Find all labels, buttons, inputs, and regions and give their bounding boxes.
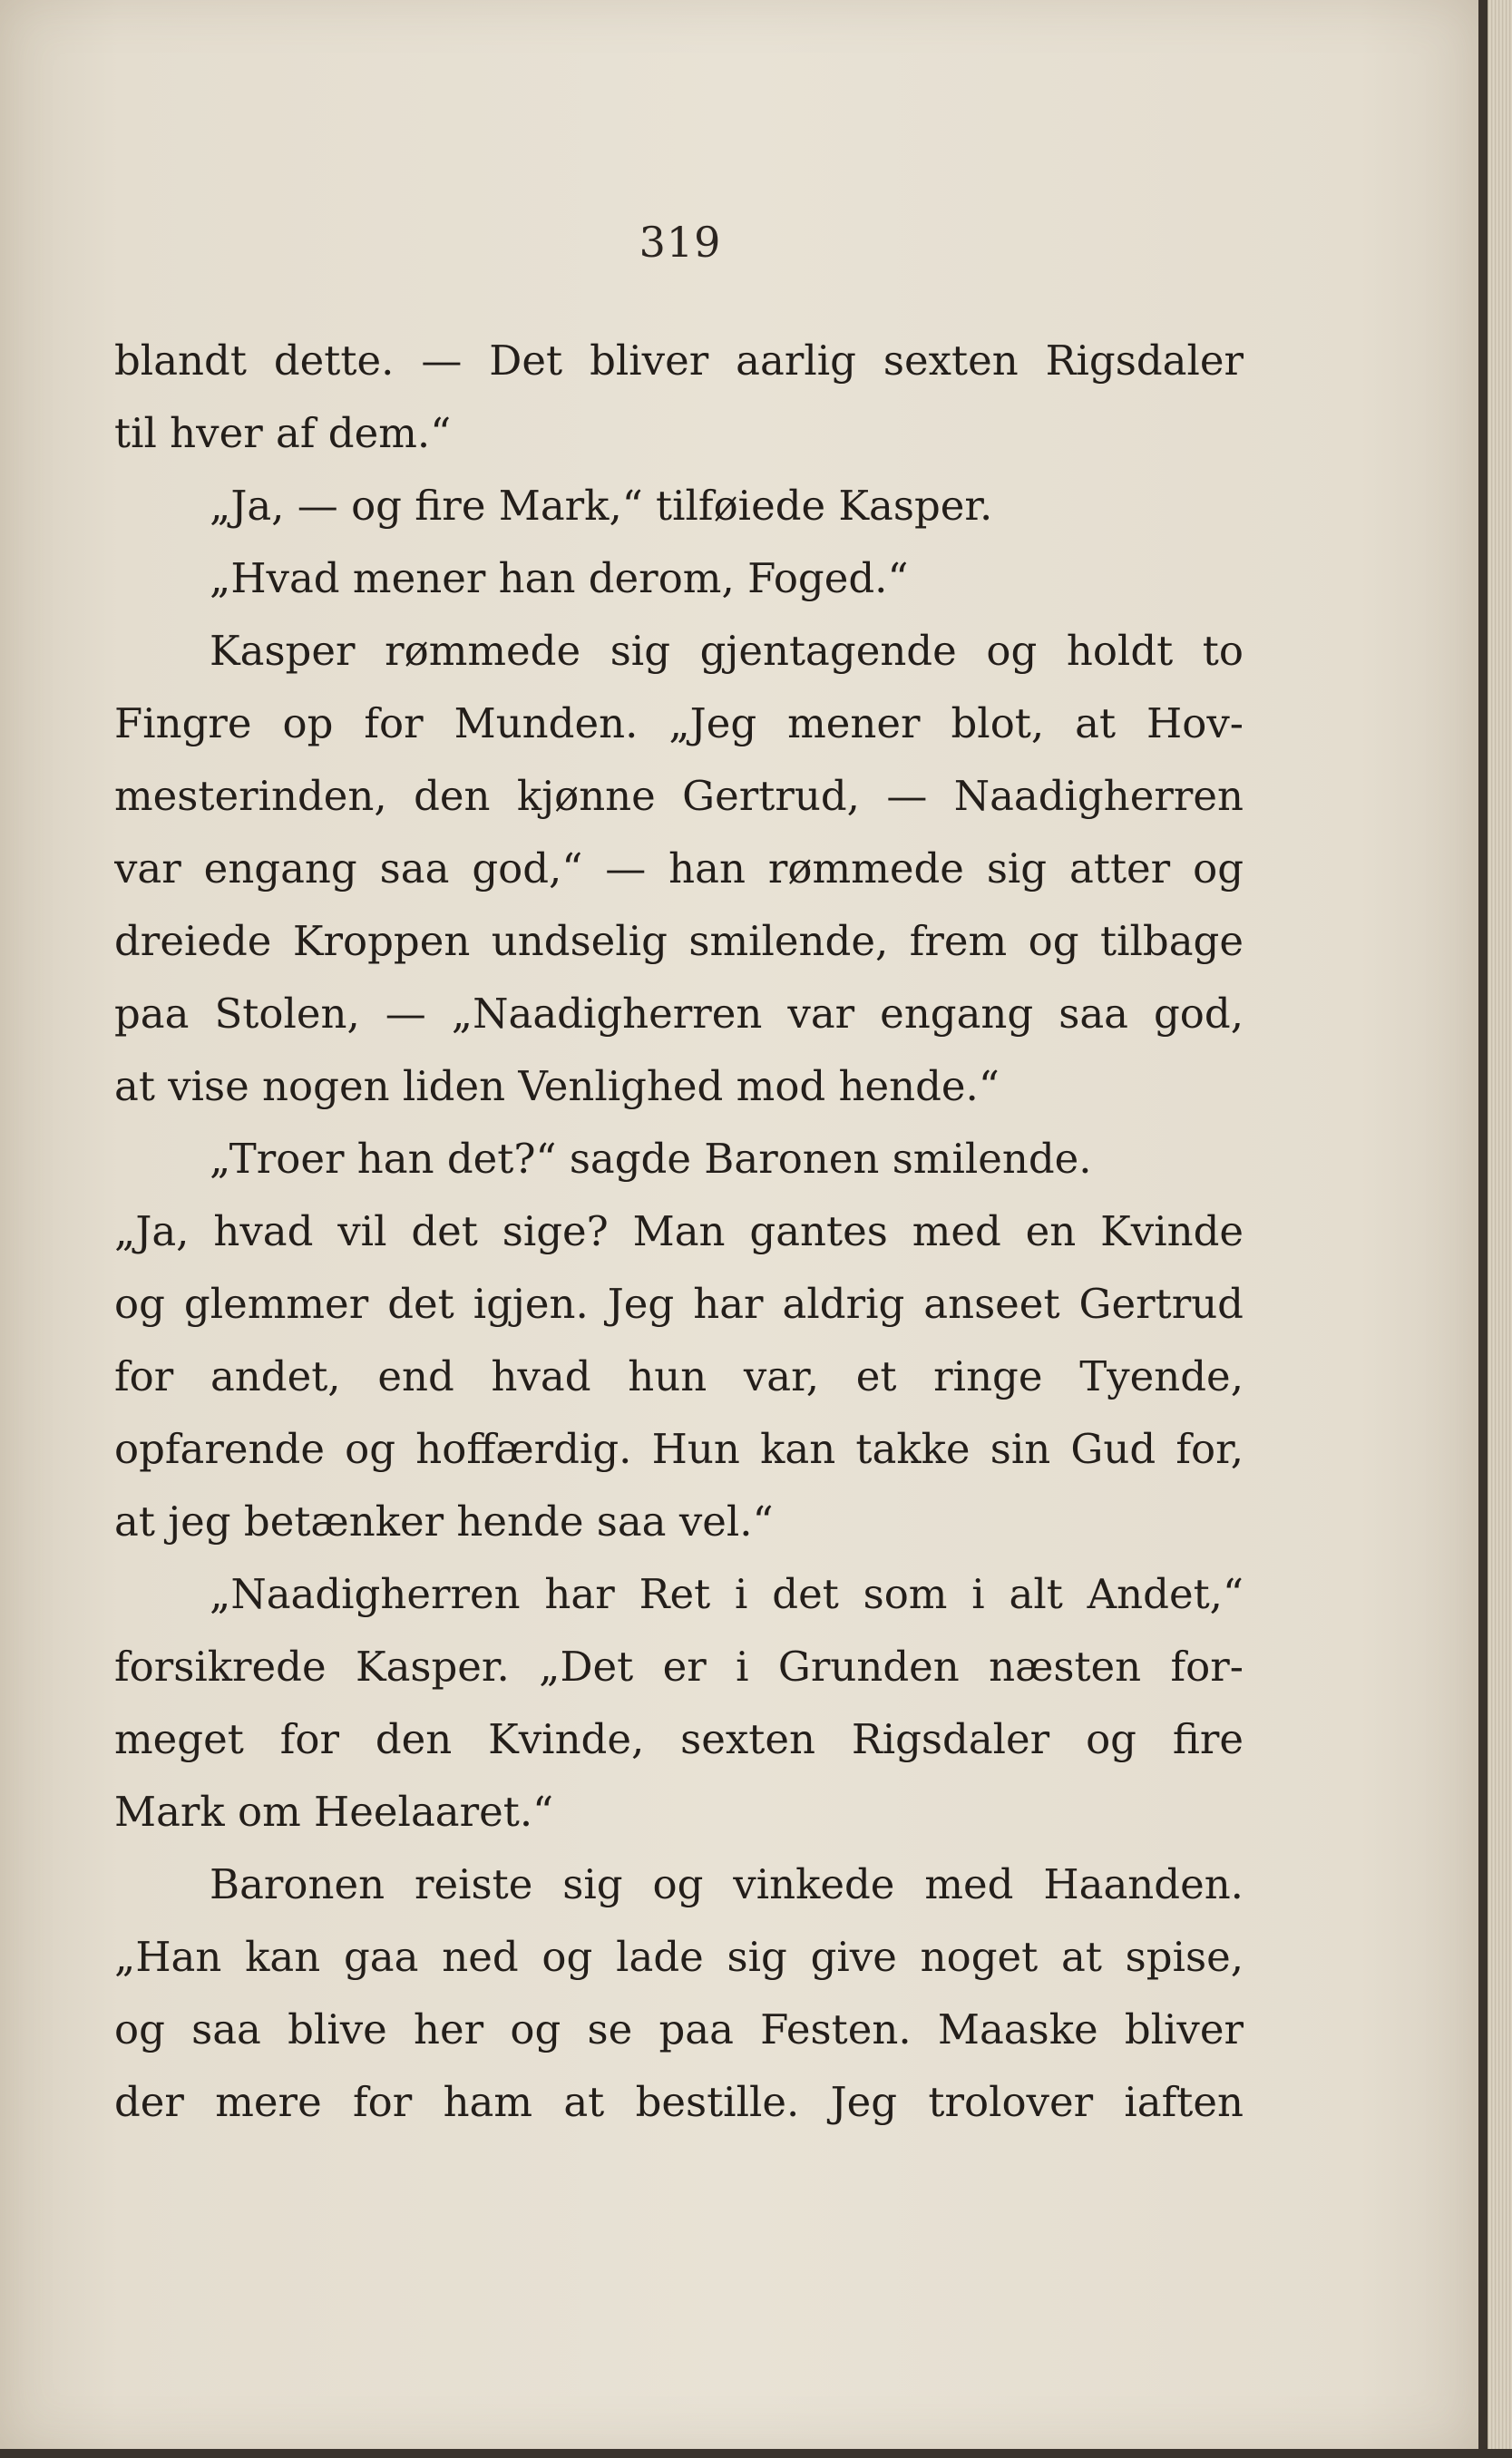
text-line: var engang saa god,“ — han rømmede sig atter og	[114, 844, 1244, 892]
text-line: der mere for ham at bestille. Jeg trolover iaften	[114, 2078, 1244, 2126]
text-line: Baronen reiste sig og vinkede med Haanden.	[210, 1860, 1244, 1908]
text-line: og glemmer det igjen. Jeg har aldrig anseet Gertrud	[114, 1280, 1244, 1328]
text-line: „Ja, — og fire Mark,“ tilføiede Kasper.	[210, 482, 993, 530]
text-line: Fingre op for Munden. „Jeg mener blot, at Hov-	[114, 699, 1244, 747]
text-line: til hver af dem.“	[114, 409, 452, 457]
text-line: at vise nogen liden Venlighed mod hende.“	[114, 1062, 1000, 1110]
text-line: opfarende og hoffærdig. Hun kan takke sin Gud for,	[114, 1425, 1244, 1473]
text-line: dreiede Kroppen undselig smilende, frem og tilbage	[114, 917, 1244, 965]
text-line: „Han kan gaa ned og lade sig give noget at spise,	[114, 1933, 1244, 1981]
text-line: mesterinden, den kjønne Gertrud, — Naadigherren	[114, 772, 1244, 820]
text-line: for andet, end hvad hun var, et ringe Tyende,	[114, 1352, 1244, 1400]
text-line: „Hvad mener han derom, Foged.“	[210, 554, 909, 602]
text-line: Mark om Heelaaret.“	[114, 1788, 554, 1836]
text-line: og saa blive her og se paa Festen. Maaske bliver	[114, 2005, 1244, 2053]
text-line: at jeg betænker hende saa vel.“	[114, 1497, 774, 1546]
text-line: „Naadigherren har Ret i det som i alt Andet,“	[210, 1570, 1244, 1618]
text-line: Kasper rømmede sig gjentagende og holdt to	[210, 627, 1244, 675]
text-line: blandt dette. — Det bliver aarlig sexten Rigsdaler	[114, 337, 1244, 385]
text-line: forsikrede Kasper. „Det er i Grunden næsten for-	[114, 1643, 1244, 1691]
page-number: 319	[639, 218, 722, 267]
text-line: meget for den Kvinde, sexten Rigsdaler og fire	[114, 1715, 1244, 1763]
page-edge	[1488, 0, 1512, 2449]
body-text	[114, 325, 1244, 2139]
text-line: paa Stolen, — „Naadigherren var engang saa god,	[114, 990, 1244, 1038]
text-line: „Troer han det?“ sagde Baronen smilende.	[210, 1135, 1092, 1183]
text-line: „Ja, hvad vil det sige? Man gantes med en Kvinde	[114, 1207, 1244, 1255]
